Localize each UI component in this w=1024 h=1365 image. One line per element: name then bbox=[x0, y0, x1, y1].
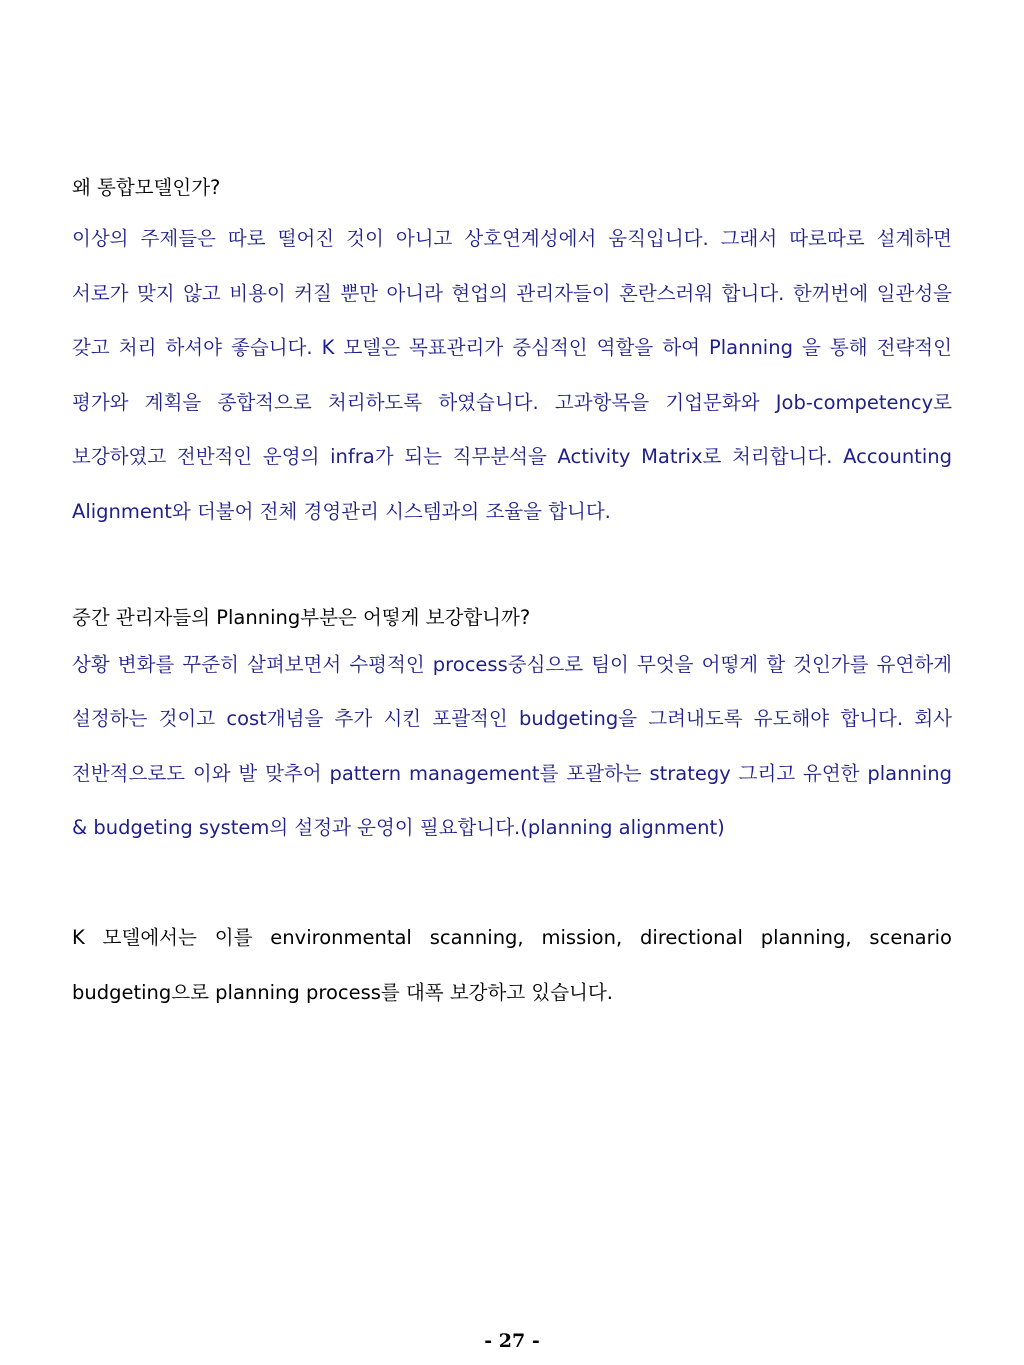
section-1-heading: 왜 통합모델인가? bbox=[72, 176, 221, 199]
section-2-heading: 중간 관리자들의 Planning부분은 어떻게 보강합니까? bbox=[72, 605, 531, 629]
section-3-paragraph: K 모델에서는 이를 environmental scanning, mission, directional planning, scenario budgeting으로 planning process를 대폭 보강하고 있습니다. bbox=[72, 925, 952, 1004]
page-content bbox=[72, 170, 952, 1020]
section-2-paragraph: 상황 변화를 꾸준히 살펴보면서 수평적인 process중심으로 팀이 무엇을 어떻게 할 것인가를 유연하게 설정하는 것이고 cost개념을 추가 시킨 포괄적인 budgeting을 그려내도록 유도해야 합니다. 회사 전반적으로도 이와 발 맞추어 pattern management를 포괄하는 strategy 그리고 유연한 planning & budgeting system의 설정과 운영이 필요합니다.(planning alignment) bbox=[72, 652, 952, 840]
section-1-paragraph: 이상의 주제들은 따로 떨어진 것이 아니고 상호연계성에서 움직입니다. 그래서 따로따로 설계하면 서로가 맞지 않고 비용이 커질 뿐만 아니라 현업의 관리자들이 혼란스러워 합니다. 한꺼번에 일관성을 갖고 처리 하셔야 좋습니다. K 모델은 목표관리가 중심적인 역할을 하여 Planning 을 통해 전략적인 평가와 계획을 종합적으로 처리하도록 하였습니다. 고과항목을 기업문화와 Job-competency로 보강하였고 전반적인 운영의 infra가 되는 직무분석을 Activity Matrix로 처리합니다. Accounting Alignment와 더불어 전체 경영관리 시스템과의 조율을 합니다. bbox=[72, 227, 952, 523]
page-number: - 27 - bbox=[484, 1330, 540, 1352]
